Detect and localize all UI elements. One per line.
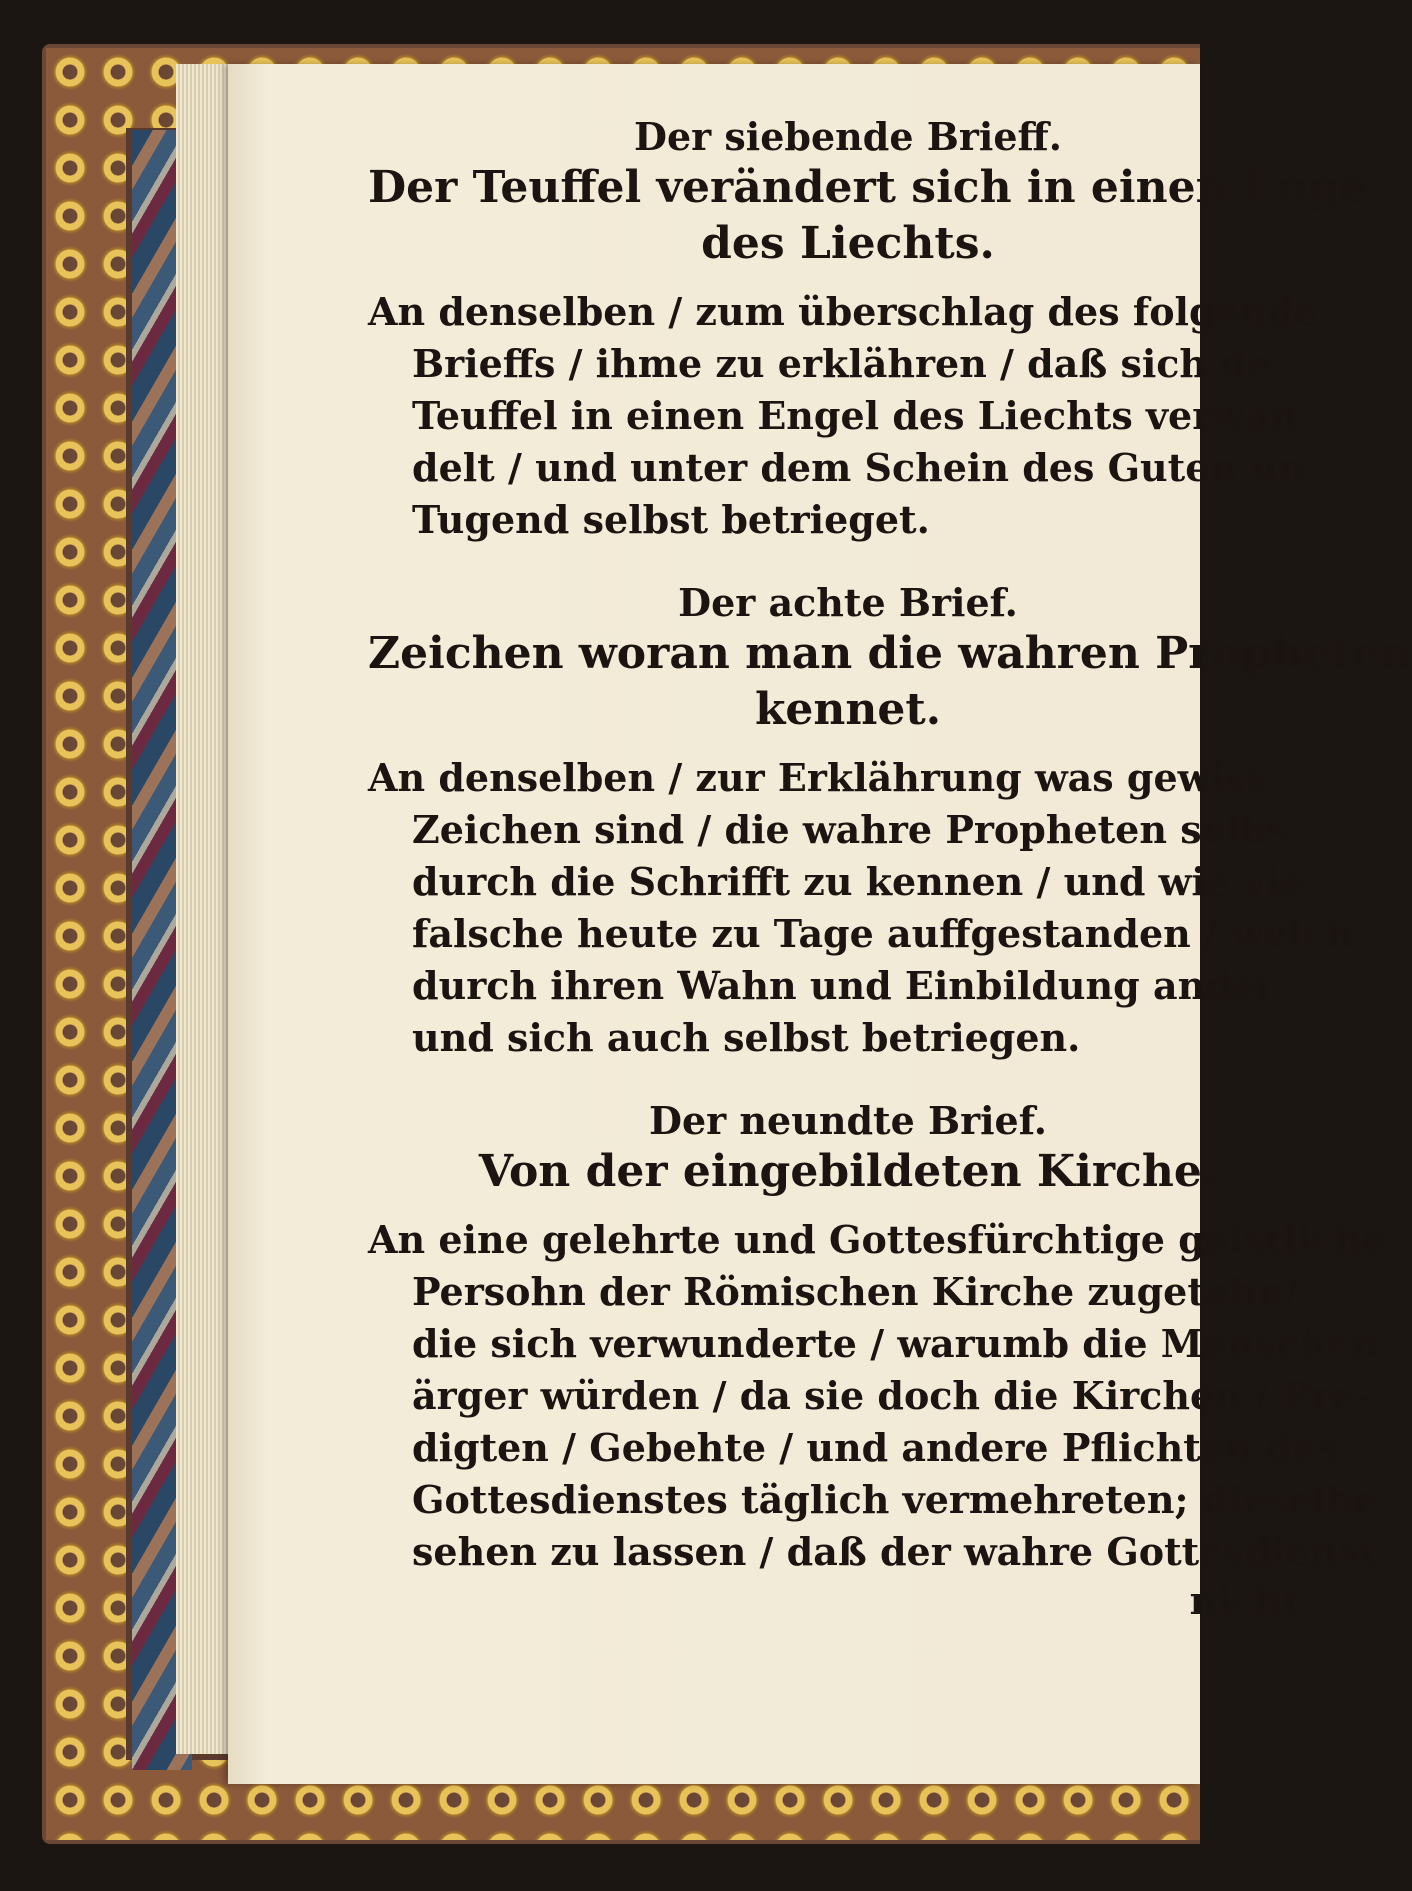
letter-8 (368, 580, 1412, 1064)
letter-subtitle-line: Von der eingebildeten Kirche. (478, 1146, 1218, 1197)
body-line: sehen zu lassen / daß der wahre Gottesdienst (412, 1529, 1377, 1574)
catchword: nicht (1189, 1578, 1300, 1623)
page-stack-edge (176, 64, 236, 1754)
body-line: Gottesdienstes täglich vermehreten; dieselbe (412, 1477, 1378, 1522)
letter-heading: Der neundte Brief. (649, 1098, 1047, 1143)
letter-7 (368, 114, 1368, 546)
letter-subtitle-line: Der Teuffel verändert sich in einen Enge (368, 162, 1368, 213)
letter-heading: Der siebende Brieff. (634, 114, 1062, 159)
body-line: Zeichen sind / die wahre Propheten selbs (412, 807, 1289, 852)
body-line: An denselben / zum überschlag des folgende (368, 289, 1319, 334)
book-page (228, 64, 1412, 1784)
body-line: delt / und unter dem Schein des Guten un (412, 445, 1306, 490)
body-line: durch ihren Wahn und Einbildung ander (412, 963, 1276, 1008)
body-line: digten / Gebehte / und andere Pflichten des (412, 1425, 1338, 1470)
body-line: Teuffel in einen Engel des Liechts verwan (412, 393, 1298, 438)
letter-subtitle-line: des Liechts. (701, 218, 995, 269)
body-line: An denselben / zur Erklährung was gewiss (368, 755, 1268, 800)
letter-body (368, 286, 1328, 546)
letter-heading: Der achte Brief. (678, 580, 1018, 625)
body-line: Brieffs / ihme zu erklähren / daß sich de (412, 341, 1272, 386)
letter-body (368, 752, 1354, 1064)
body-line: ärger würden / da sie doch die Kirchen / Pre- (412, 1373, 1371, 1418)
letter-body (368, 1214, 1387, 1578)
body-line: Tugend selbst betrieget. (412, 497, 930, 542)
body-line: die sich verwunderte / warumb die Menschen (412, 1321, 1379, 1366)
letter-subtitle-line: kennet. (754, 684, 942, 735)
letter-subtitle-line: Zeichen woran man die wahren Propheten (368, 628, 1412, 679)
body-line: falsche heute zu Tage auffgestanden / welch (412, 911, 1354, 956)
page-text (368, 114, 1412, 1658)
body-line: durch die Schrifft zu kennen / und wie vie (412, 859, 1304, 904)
body-line: An eine gelehrte und Gottesfürchtige geistliche (368, 1217, 1387, 1262)
body-line: und sich auch selbst betriegen. (412, 1015, 1081, 1060)
letter-9 (368, 1098, 1387, 1624)
body-line: Persohn der Römischen Kirche zugetahn/ (412, 1269, 1299, 1314)
